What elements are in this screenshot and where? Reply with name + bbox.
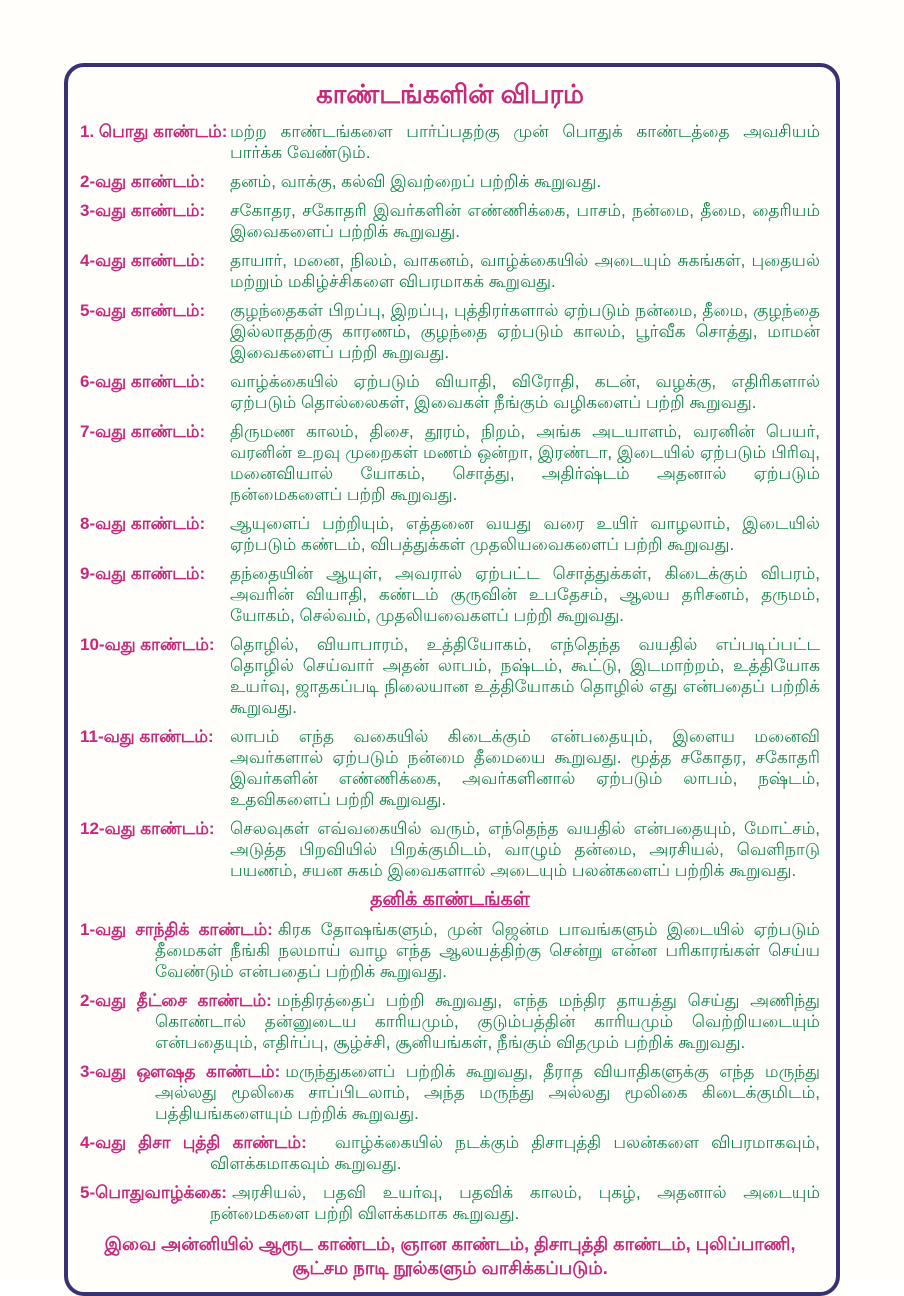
kandam-item-description: குழந்தைகள் பிறப்பு, இறப்பு, புத்திரர்களால் ஏற்படும் நன்மை, தீமை, குழந்தை இல்லாததற்கு காரணம், குழந்தை ஏற்படும் காலம், பூர்வீக சொத்து, மாமன் இவைகளைப் பற்றி கூறுவது. — [230, 301, 820, 362]
special-item-description: மருந்துகளைப் பற்றிக் கூறுவது, தீராத வியாதிகளுக்கு எந்த மருந்து அல்லது மூலிகை சாப்பிடலாம், அந்த மருந்து அல்லது மூலிகை கிடைக்குமிடம், பத்தியங்களையும் பற்றிக் கூறுவது. — [155, 1062, 820, 1123]
special-item-description: மந்திரத்தைப் பற்றி கூறுவது, எந்த மந்திர தாயத்து செய்து அணிந்து கொண்டால் தன்னுடைய காரியமும், குடும்பத்தின் காரியமும் வெற்றியடையும் என்பதையும், எதிர்ப்பு, சூழ்ச்சி, சூனியங்கள், நீங்கும் விதமும் பற்றிக் கூறுவது. — [155, 991, 820, 1052]
kandam-item-12 — [80, 818, 820, 881]
kandam-item-7 — [80, 421, 820, 505]
special-item-label: 1-வது சாந்திக் காண்டம்: — [80, 920, 273, 939]
kandam-item-label: 5-வது காண்டம்: — [80, 301, 206, 320]
page-frame — [64, 63, 840, 1296]
kandam-item-8 — [80, 513, 820, 555]
special-item-4 — [80, 1132, 820, 1174]
kandam-item-description: தொழில், வியாபாரம், உத்தியோகம், எந்தெந்த வயதில் எப்படிப்பட்ட தொழில் செய்வார் அதன் லாபம், நஷ்டம், கூட்டு, இடமாற்றம், உத்தியோக உயர்வு, ஜாதகப்படி நிலையான உத்தியோகம் தொழில் எது என்பதைப் பற்றிக் கூறுவது. — [230, 635, 820, 717]
kandam-item-4 — [80, 250, 820, 292]
kandam-item-label: 12-வது காண்டம்: — [80, 819, 215, 838]
special-item-description: வாழ்க்கையில் நடக்கும் திசாபுத்தி பலன்களை விபரமாகவும், விளக்கமாகவும் கூறுவது. — [210, 1133, 820, 1173]
kandam-item-1 — [80, 121, 820, 163]
kandam-item-label: 4-வது காண்டம்: — [80, 251, 206, 270]
kandam-item-10 — [80, 634, 820, 718]
page-title: காண்டங்களின் விபரம் — [316, 79, 584, 109]
special-item-description: கிரக தோஷங்களும், முன் ஜென்ம பாவங்களும் இடையில் ஏற்படும் தீமைகள் நீங்கி நலமாய் வாழ எந்த ஆலயத்திற்கு சென்று என்ன பரிகாரங்கள் செய்ய வேண்டும் என்பதைப் பற்றிக் கூறுவது. — [155, 920, 820, 981]
kandam-item-description: திருமண காலம், திசை, தூரம், நிறம், அங்க அடயாளம், வரனின் பெயர், வரனின் உறவு முறைகள் மணம் ஒன்றா, இரண்டா, இடையில் ஏற்படும் பிரிவு, மனைவியால் யோகம், சொத்து, அதிர்ஷ்டம் அதனால் ஏற்படும் நன்மைகளைப் பற்றி கூறுவது. — [230, 422, 820, 504]
kandam-item-label: 3-வது காண்டம்: — [80, 201, 206, 220]
special-item-label: 2-வது தீட்சை காண்டம்: — [80, 991, 272, 1010]
kandam-item-2 — [80, 171, 820, 192]
kandam-item-9 — [80, 563, 820, 626]
special-section-heading: தனிக் காண்டங்கள் — [370, 889, 530, 910]
kandam-item-description: செலவுகள் எவ்வகையில் வரும், எந்தெந்த வயதில் என்பதையும், மோட்சம், அடுத்த பிறவியில் பிறக்குமிடம், வாழும் தன்மை, அரசியல், வெளிநாடு பயணம், சயன சுகம் இவைகளால் அடையும் பலன்களைப் பற்றிக் கூறுவது. — [230, 819, 820, 880]
special-item-5 — [80, 1182, 820, 1224]
kandam-item-label: 11-வது காண்டம்: — [80, 727, 214, 746]
kandam-item-6 — [80, 371, 820, 413]
kandam-item-5 — [80, 300, 820, 363]
kandam-item-label: 1. பொது காண்டம்: — [80, 122, 228, 141]
special-item-1 — [80, 919, 820, 982]
kandam-item-description: தாயார், மனை, நிலம், வாகனம், வாழ்க்கையில் அடையும் சுகங்கள், புதையல் மற்றும் மகிழ்ச்சிகளை விபரமாகக் கூறுவது. — [230, 251, 820, 291]
special-item-label: 5-பொதுவாழ்க்கை: — [80, 1183, 227, 1202]
footer-note: இவை அன்னியில் ஆரூட காண்டம், ஞான காண்டம், திசாபுத்தி காண்டம், புலிப்பாணி, சூட்சம நாடி நூல்களும் வாசிக்கப்படும். — [104, 1234, 796, 1278]
kandam-item-description: சகோதர, சகோதரி இவர்களின் எண்ணிக்கை, பாசம், நன்மை, தீமை, தைரியம் இவைகளைப் பற்றிக் கூறுவது. — [230, 201, 820, 241]
kandam-item-description: தனம், வாக்கு, கல்வி இவற்றைப் பற்றிக் கூறுவது. — [230, 172, 602, 191]
kandam-item-label: 2-வது காண்டம்: — [80, 172, 206, 191]
kandam-item-label: 10-வது காண்டம்: — [80, 635, 215, 654]
kandam-item-label: 7-வது காண்டம்: — [80, 422, 206, 441]
special-item-3 — [80, 1061, 820, 1124]
special-item-label: 3-வது ஔஷத காண்டம்: — [80, 1062, 281, 1081]
kandam-list — [80, 121, 820, 881]
kandam-item-label: 9-வது காண்டம்: — [80, 564, 206, 583]
special-item-description: அரசியல், பதவி உயர்வு, பதவிக் காலம், புகழ், அதனால் அடையும் நன்மைகளை பற்றி விளக்கமாக கூறுவது. — [210, 1183, 820, 1223]
special-item-label: 4-வது திசா புத்தி காண்டம்: — [80, 1133, 307, 1152]
kandam-item-label: 6-வது காண்டம்: — [80, 372, 206, 391]
kandam-item-description: லாபம் எந்த வகையில் கிடைக்கும் என்பதையும், இளைய மனைவி அவர்களால் ஏற்படும் நன்மை தீமையை கூறுவது. மூத்த சகோதர, சகோதரி இவர்களின் எண்ணிக்கை, அவர்களினால் ஏற்படும் லாபம், நஷ்டம், உதவிகளைப் பற்றி கூறுவது. — [230, 727, 820, 809]
kandam-item-description: மற்ற காண்டங்களை பார்ப்பதற்கு முன் பொதுக் காண்டத்தை அவசியம் பார்க்க வேண்டும். — [230, 122, 820, 162]
kandam-item-3 — [80, 200, 820, 242]
kandam-item-11 — [80, 726, 820, 810]
kandam-item-description: ஆயுளைப் பற்றியும், எத்தனை வயது வரை உயிர் வாழலாம், இடையில் ஏற்படும் கண்டம், விபத்துக்கள் முதலியவைகளைப் பற்றி கூறுவது. — [230, 514, 820, 554]
special-item-2 — [80, 990, 820, 1053]
special-section — [80, 919, 820, 1224]
kandam-item-description: தந்தையின் ஆயுள், அவரால் ஏற்பட்ட சொத்துக்கள், கிடைக்கும் விபரம், அவரின் வியாதி, கண்டம் குருவின் உபதேசம், ஆலய தரிசனம், தருமம், யோகம், செல்வம், முதலியவைகளப் பற்றி கூறுவது. — [230, 564, 820, 625]
kandam-item-description: வாழ்க்கையில் ஏற்படும் வியாதி, விரோதி, கடன், வழக்கு, எதிரிகளால் ஏற்படும் தொல்லைகள், இவைகள் நீங்கும் வழிகளைப் பற்றி கூறுவது. — [230, 372, 820, 412]
kandam-item-label: 8-வது காண்டம்: — [80, 514, 206, 533]
